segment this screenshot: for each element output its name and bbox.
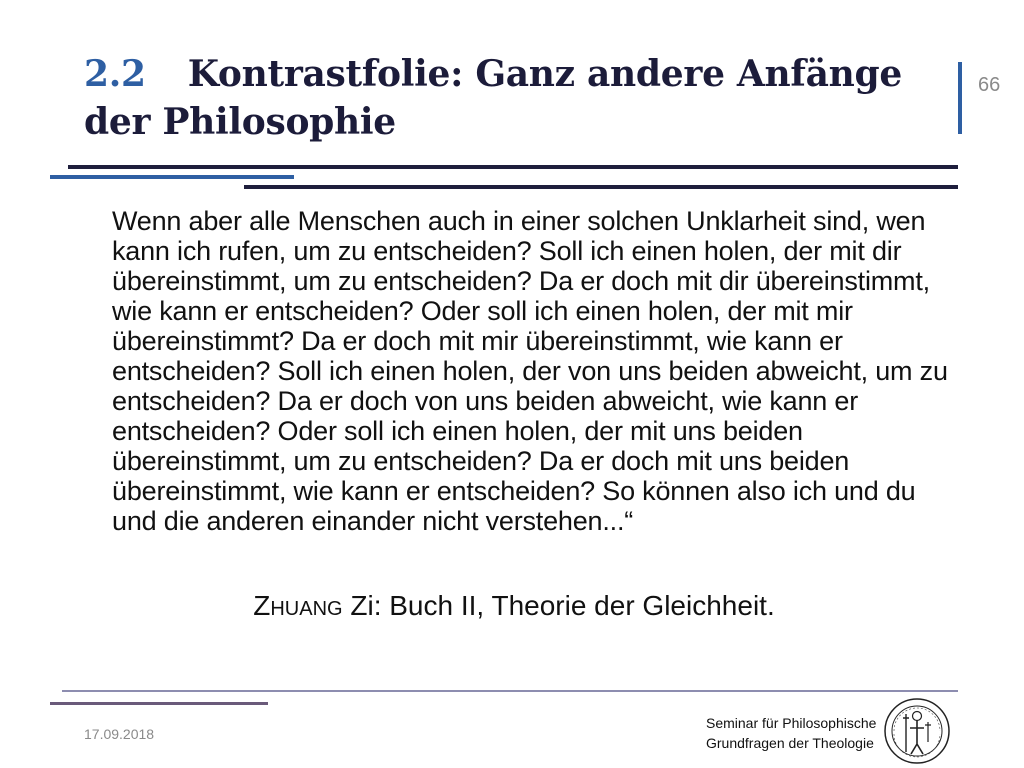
footer-institute [706,713,886,753]
header-divider-dark-top [68,165,958,169]
header-divider-blue [50,175,294,179]
quote-source [0,590,1024,622]
footer-divider-long [62,690,958,692]
footer-divider-short [50,702,268,705]
institute-line-2: Grundfragen der Theologie [706,735,874,751]
source-author: Zhuang [253,590,343,621]
institute-line-1: Seminar für Philosophische [706,715,877,731]
source-rest: Zi: Buch II, Theorie der Gleichheit. [342,590,775,621]
title-text: Kontrastfolie: Ganz andere Anfänge der Philosophie [84,53,902,143]
university-seal-icon [882,696,952,766]
page-number: 66 [978,74,1001,96]
footer-date: 17.09.2018 [84,726,155,742]
quote-text: Wenn aber alle Menschen auch in einer solchen Unklarheit sind, wen kann ich rufen, um zu entscheiden? Soll ich einen holen, der mit dir übereinstimmt, um zu entscheiden? Da er doch mit dir übereinstimmt, wie kann er entscheiden? Oder soll ich einen holen, der mit mir übereinstimmt? Da er doch mit mir übereinstimmt, wie kann er entscheiden? Soll ich einen holen, der von uns beiden abweicht, um zu entscheiden? Da er doch von uns beiden abweicht, wie kann er entscheiden? Oder soll ich einen holen, der mit uns beiden übereinstimmt, um zu entscheiden? Da er doch mit uns beiden übereinstimmt, wie kann er entscheiden? So können also ich und du und die anderen einander nicht verstehen...“ [112,206,948,536]
header-divider-dark-bottom [244,185,958,189]
title-vertical-bar [958,62,962,134]
section-number: 2.2 [84,53,146,95]
slide-title [84,50,944,146]
